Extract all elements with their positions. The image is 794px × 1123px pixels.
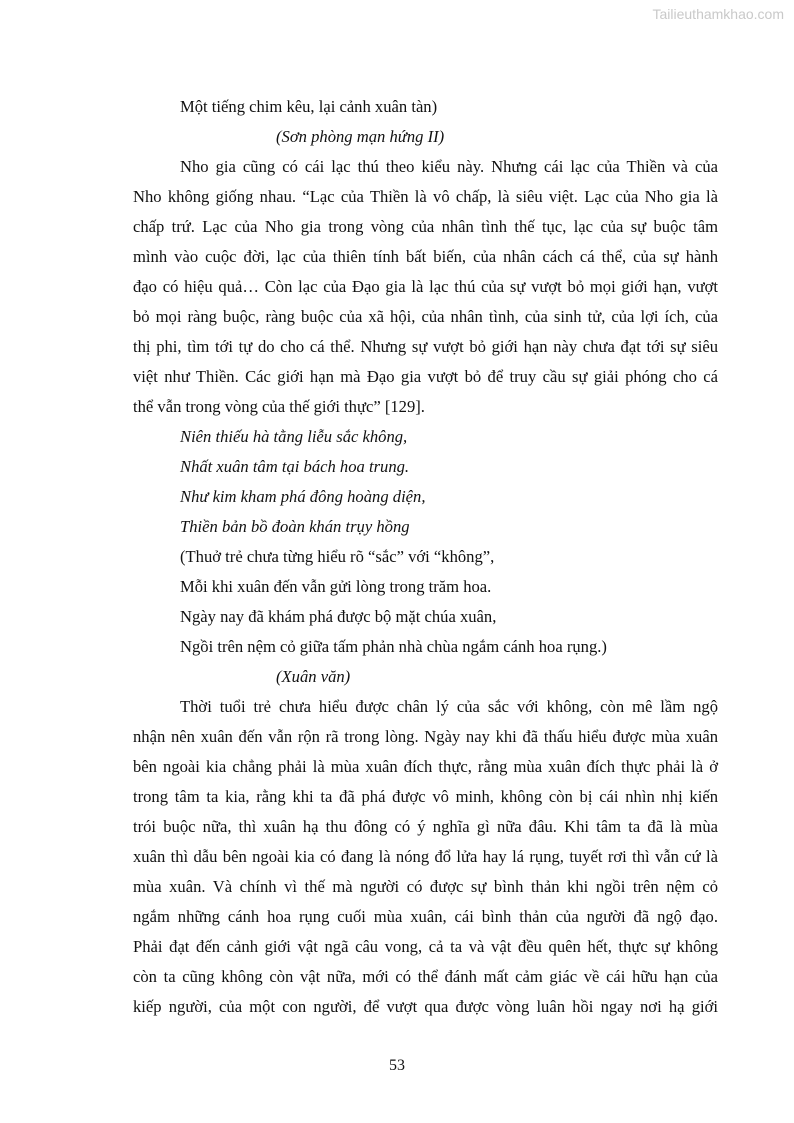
page-number: 53: [389, 1057, 405, 1074]
document-body: [133, 92, 718, 1022]
paragraph-line: mùa xuân. Và chính vì thế mà người có được sự bình thản khi ngồi trên nệm cỏ: [133, 877, 718, 896]
paragraph-line: việt như Thiền. Các giới hạn mà Đạo gia vượt bỏ để truy cầu sự giải phóng cho cá: [133, 367, 718, 386]
paragraph-line: bên ngoài kia chẳng phải là mùa xuân đích thực, rằng mùa xuân đích thực phải là ở: [133, 757, 718, 776]
paragraph-1: [133, 152, 718, 422]
poem1-last-line: Một tiếng chim kêu, lại cảnh xuân tàn): [180, 97, 438, 116]
poem-2-original: [133, 422, 718, 542]
paragraph-line: kiếp người, của một con người, để vượt qua được vòng luân hồi ngay nơi hạ giới: [133, 997, 718, 1016]
poem-line: Ngày nay đã khám phá được bộ mặt chúa xuân,: [180, 607, 497, 626]
paragraph-line: Phải đạt đến cảnh giới vật ngã câu vong, cả ta và vật đều quên hết, thực sự không: [133, 937, 718, 956]
paragraph-line: thị phi, tìm tới tự do cho cá thể. Nhưng sự vượt bỏ giới hạn này chưa đạt tới sự siêu: [133, 337, 718, 356]
poem-line: Như kim kham phá đông hoàng diện,: [180, 487, 426, 506]
paragraph-2: [133, 692, 718, 1022]
poem-line: Thiền bản bồ đoàn khán trụy hồng: [180, 517, 410, 536]
paragraph-line: Nho không giống nhau. “Lạc của Thiền là vô chấp, là siêu việt. Lạc của Nho gia là: [133, 187, 718, 206]
paragraph-line: Nho gia cũng có cái lạc thú theo kiểu này. Nhưng cái lạc của Thiền và của: [180, 157, 718, 176]
watermark: Tailieuthamkhao.com: [652, 6, 784, 22]
poem-line: (Thuở trẻ chưa từng hiểu rõ “sắc” với “không”,: [180, 547, 495, 566]
paragraph-line: đạo có hiệu quả… Còn lạc của Đạo gia là lạc thú của sự vượt bỏ mọi giới hạn, vượt: [133, 277, 718, 296]
poem-line: Ngồi trên nệm cỏ giữa tấm phản nhà chùa ngắm cánh hoa rụng.): [180, 637, 607, 656]
paragraph-line: trong tâm ta kia, rằng khi ta đã phá được vô minh, không còn bị cái nhìn nhị kiến: [133, 787, 718, 806]
paragraph-line: ngắm những cánh hoa rụng cuối mùa xuân, cái bình thản của người đã ngộ đạo.: [133, 907, 718, 926]
poem-line: Mỗi khi xuân đến vẫn gửi lòng trong trăm hoa.: [180, 577, 492, 596]
poem-line: Nhất xuân tâm tại bách hoa trung.: [180, 457, 410, 476]
paragraph-line: còn ta cũng không còn vật nữa, mới có thể đánh mất cảm giác về cái hữu hạn của: [133, 967, 718, 986]
paragraph-line: trói buộc nữa, thì xuân hạ thu đông có ý nghĩa gì nữa đâu. Khi tâm ta đã là mùa: [133, 817, 718, 836]
paragraph-line: chấp trứ. Lạc của Nho gia trong vòng của nhân tình thế tục, lạc của sự buộc tâm: [133, 217, 718, 236]
paragraph-line: xuân thì dẫu bên ngoài kia có đang là nóng đổ lửa hay lá rụng, tuyết rơi thì vẫn cứ là: [133, 847, 718, 866]
poem1-source: (Sơn phòng mạn hứng II): [276, 127, 445, 146]
poem2-source: (Xuân văn): [276, 667, 351, 686]
paragraph-line: thể vẫn trong vòng của thế giới thực” [129].: [133, 397, 425, 416]
paragraph-line: nhận nên xuân đến vẫn rộn rã trong lòng. Ngày nay khi đã thấu hiểu được mùa xuân: [133, 727, 718, 746]
poem-line: Niên thiếu hà tằng liễu sắc không,: [180, 427, 408, 446]
poem-2-translation: [133, 542, 718, 662]
paragraph-line: bỏ mọi ràng buộc, ràng buộc của xã hội, của nhân tình, của sinh tử, của lợi ích, của: [133, 307, 718, 326]
paragraph-line: mình vào cuộc đời, lạc của thiên tính bất biến, của nhân cách cá thể, của sự hành: [133, 247, 718, 266]
paragraph-line: Thời tuổi trẻ chưa hiểu được chân lý của sắc với không, còn mê lầm ngộ: [180, 697, 718, 716]
